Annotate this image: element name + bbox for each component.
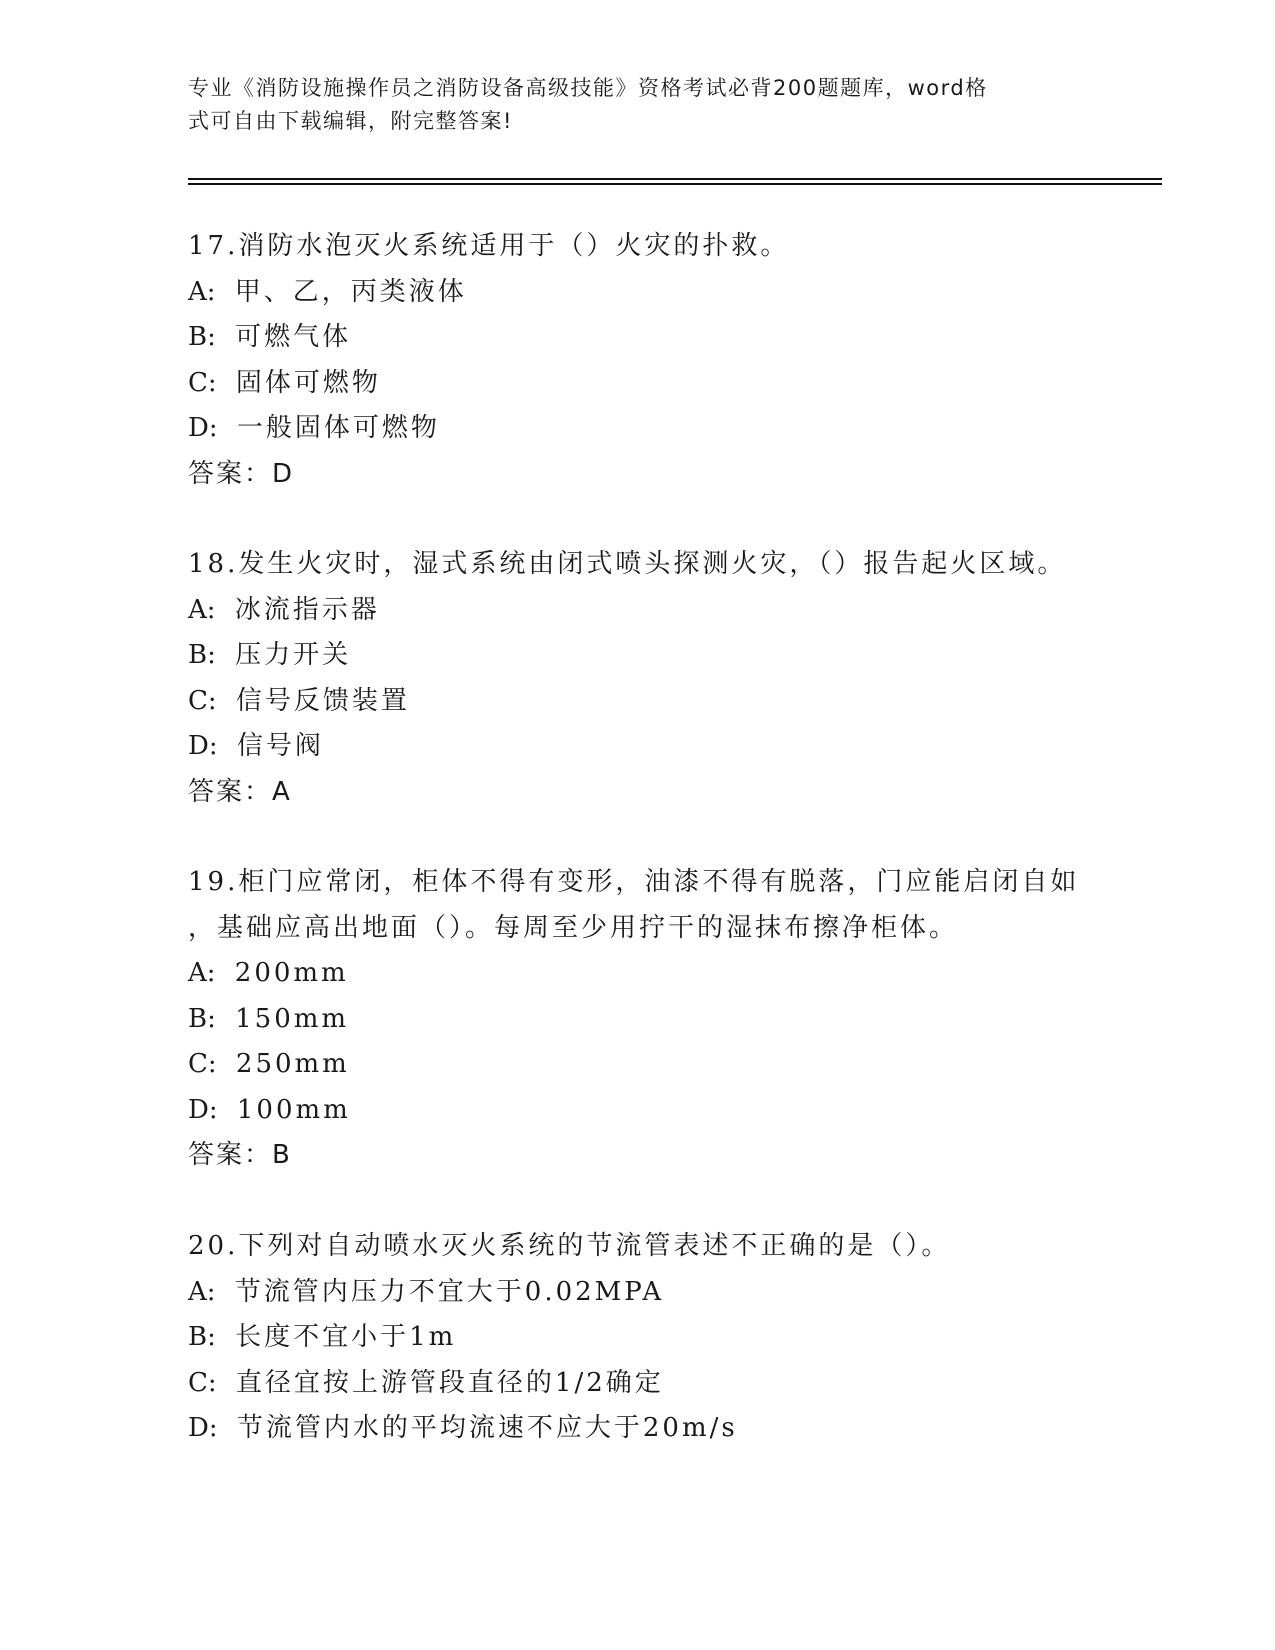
header-divider-bottom (188, 183, 1162, 185)
intro-line-1: 专业《消防设施操作员之消防设备高级技能》资格考试必背200题题库，word格 (188, 76, 988, 100)
answer: 答案：A (188, 776, 292, 807)
option-b: B: 长度不宜小于1m (188, 1322, 457, 1352)
option-b: B: 可燃气体 (188, 322, 352, 352)
option-d: D: 一般固体可燃物 (188, 413, 440, 443)
question-18 (188, 542, 1088, 815)
option-a: A: 节流管内压力不宜大于0.02MPA (188, 1276, 665, 1307)
intro-line-2: 式可自由下载编辑，附完整答案! (188, 109, 513, 133)
question-stem: 18.发生火灾时，湿式系统由闭式喷头探测火灾，（）报告起火区域。 (188, 549, 1067, 579)
question-19 (188, 860, 1088, 1179)
option-a: A: 甲、乙，丙类液体 (188, 276, 467, 307)
header-divider-top (188, 178, 1162, 180)
option-a: A: 200mm (188, 958, 349, 988)
document-intro (188, 72, 1088, 138)
option-a: A: 冰流指示器 (188, 594, 380, 625)
question-stem: 19.柜门应常闭，柜体不得有变形，油漆不得有脱落，门应能启闭自如 (188, 867, 1080, 897)
option-d: D: 节流管内水的平均流速不应大于20m/s (188, 1413, 738, 1443)
option-b: B: 150mm (188, 1003, 350, 1034)
question-stem-continued: ，基础应高出地面（）。每周至少用拧干的湿抹布擦净柜体。 (188, 912, 959, 943)
question-stem: 17.消防水泡灭火系统适用于（）火灾的扑救。 (188, 231, 790, 261)
question-20 (188, 1224, 1088, 1452)
option-c: C: 固体可燃物 (188, 367, 381, 398)
question-stem: 20.下列对自动喷水灭火系统的节流管表述不正确的是（）。 (188, 1231, 951, 1261)
answer: 答案：B (188, 1140, 292, 1170)
option-c: C: 信号反馈装置 (188, 685, 410, 716)
question-17 (188, 224, 1088, 497)
option-d: D: 100mm (188, 1094, 351, 1125)
option-c: C: 250mm (188, 1049, 350, 1079)
option-d: D: 信号阀 (188, 731, 324, 761)
option-b: B: 压力开关 (188, 640, 352, 670)
option-c: C: 直径宜按上游管段直径的1/2确定 (188, 1367, 664, 1398)
answer: 答案：D (188, 458, 295, 489)
